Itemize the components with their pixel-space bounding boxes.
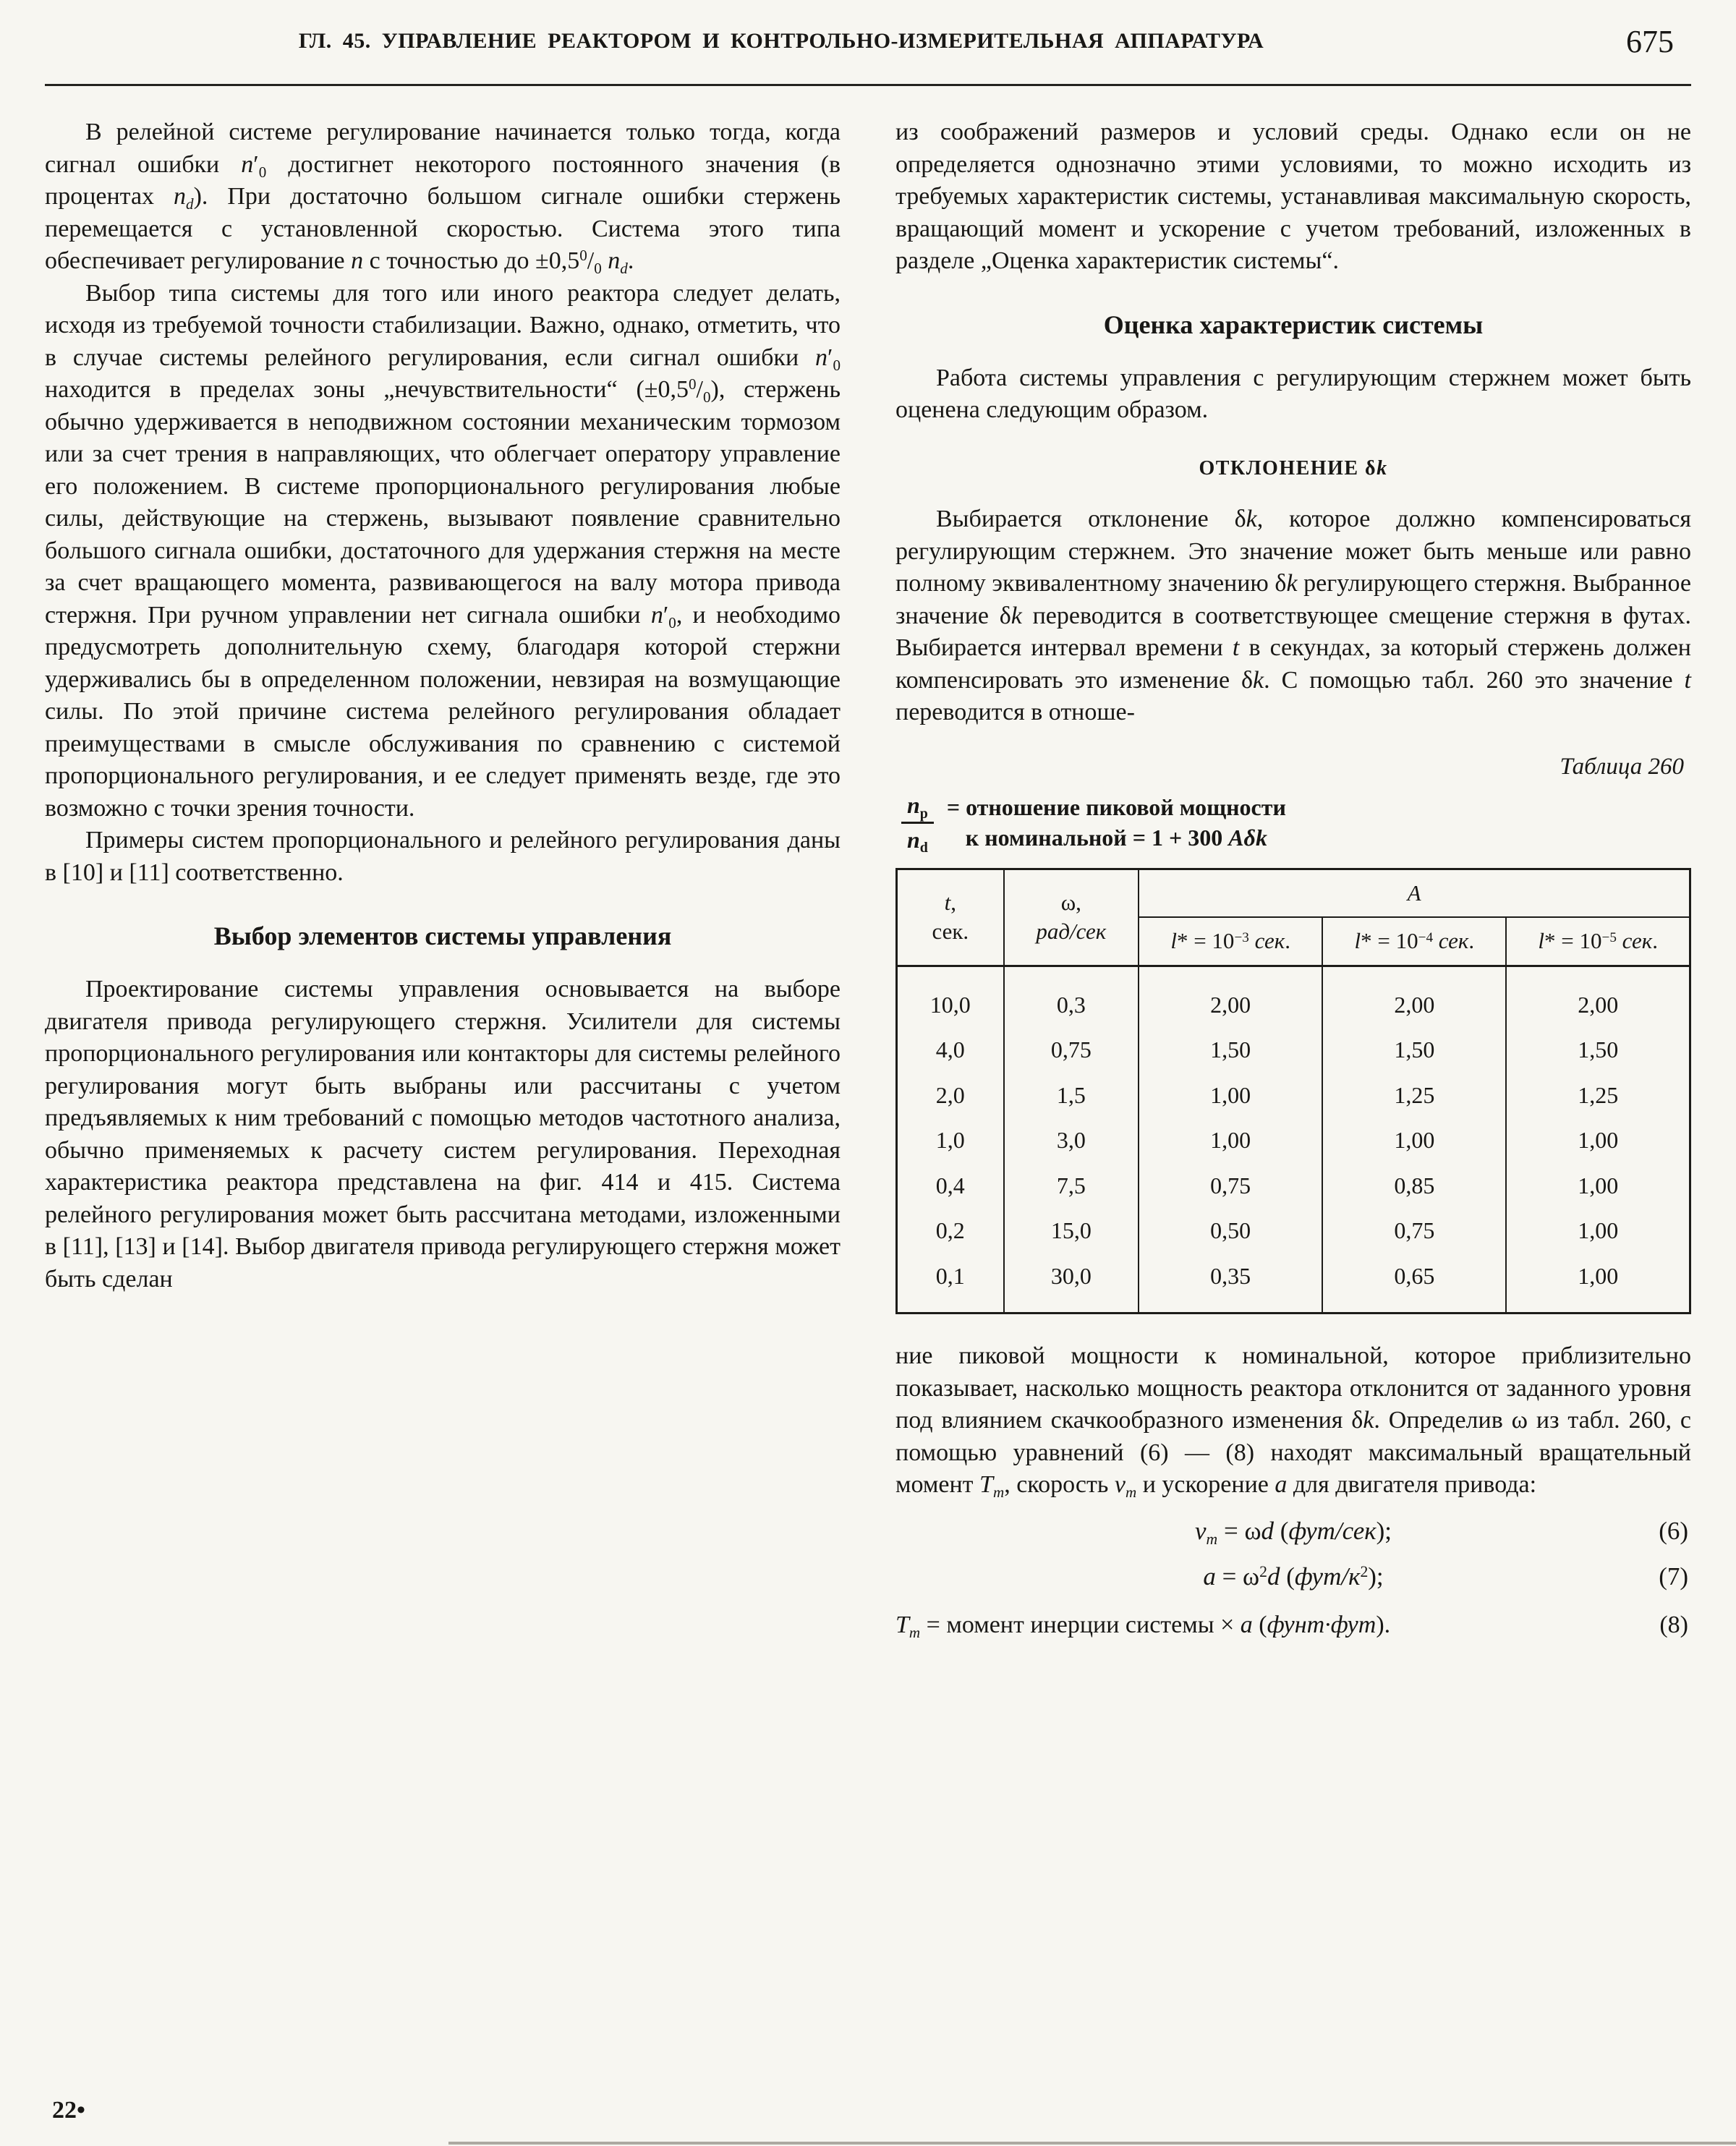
right-column	[895, 116, 1691, 1654]
table-header-cell: ω, рад/сек	[1004, 869, 1139, 966]
table-cell: 1,50	[1322, 1027, 1506, 1073]
table-caption: Таблица 260	[1560, 753, 1684, 780]
paragraph: В релейной системе регулирование начинается только тогда, когда сигнал ошибки $n'_0$ достигнет некоторого постоянного значения (в процентах $n_d$). При достаточно большом сигнале ошибки стержень перемещается с установленной скоростью. Система этого типа обеспечивает регулирование n с точностью до $\pm 0,5^0/_0$ $n_d$.	[45, 119, 841, 278]
equation-body: $v_m = \omega d$ (фут/сек);	[1195, 1516, 1392, 1548]
table-cell: 2,0	[935, 1081, 965, 1108]
formula-line: к номинальной = 1 + 300 Aδk	[965, 825, 1267, 851]
table-cell: 0,75	[1139, 1163, 1322, 1209]
equation-number: (8)	[1659, 1611, 1688, 1638]
table-cell: 2,00	[1139, 966, 1322, 1027]
table-header-cell: t, сек.	[897, 869, 1004, 966]
table-cell: 1,00	[1506, 1208, 1690, 1253]
table-cell: 0,50	[1139, 1208, 1322, 1253]
equation-number: (7)	[1659, 1562, 1688, 1591]
table-cell: 1,25	[1322, 1073, 1506, 1118]
paragraph: Примеры систем пропорционального и релейного регулирования даны в [10] и [11] соответственно.	[45, 827, 841, 886]
table-cell: 0,35	[1139, 1253, 1322, 1313]
table-title-formula	[901, 791, 1691, 856]
fraction-np-nd	[901, 791, 934, 856]
equation-8	[895, 1609, 1691, 1641]
table-cell: 0,65	[1322, 1253, 1506, 1313]
table-header-cell: A	[1139, 869, 1690, 917]
table-row	[897, 1253, 1690, 1313]
table-cell: 1,5	[1004, 1073, 1139, 1118]
table-cell: 1,50	[1139, 1027, 1322, 1073]
table-cell: 3,0	[1004, 1117, 1139, 1163]
table-cell: 1,00	[1506, 1117, 1690, 1163]
scan-edge-artifact	[448, 2142, 1736, 2145]
chapter-title: ГЛ. 45. УПРАВЛЕНИЕ РЕАКТОРОМ И КОНТРОЛЬНО-ИЗМЕРИТЕЛЬНАЯ АППАРАТУРА	[298, 29, 1264, 53]
section-heading-system-evaluation: Оценка характеристик системы	[1103, 310, 1484, 339]
table-cell: 1,00	[1139, 1117, 1322, 1163]
text-columns	[45, 116, 1691, 1654]
table-cell: 0,1	[935, 1262, 965, 1289]
left-column	[45, 116, 841, 1654]
formula-text	[947, 793, 1286, 852]
running-head	[45, 22, 1691, 75]
table-cell: 30,0	[1004, 1253, 1139, 1313]
table-cell: 0,3	[1004, 966, 1139, 1027]
table-cell: 2,00	[1506, 966, 1690, 1027]
fraction-numerator: $n_p$	[901, 791, 934, 823]
paragraph: Работа системы управления с регулирующим стержнем может быть оценена следующим образом.	[895, 364, 1691, 424]
formula-line: = отношение пиковой мощности	[946, 793, 1286, 820]
paragraph: Проектирование системы управления основывается на выборе двигателя привода регулирующего стержня. Усилители для системы пропорционального регулирования или контакторы для системы релейного регулирования могут быть выбраны или рассчитаны с учетом предъявляемых к ним требований с помощью методов частотного анализа, обычно применяемых к расчету систем регулирования. Переходная характеристика реактора представлена на фиг. 414 и 415. Система релейного регулирования может быть рассчитана методами, изложенными в [11], [13] и [14]. Выбор двигателя привода регулирующего стержня может быть сделан	[45, 976, 841, 1293]
table-cell: 15,0	[1004, 1208, 1139, 1253]
table-cell: 10,0	[929, 991, 971, 1018]
table-cell: 0,75	[1004, 1027, 1139, 1073]
equation-body: $a = \omega^2d$ $(фут/к^2)$;	[1203, 1562, 1384, 1591]
table-row	[897, 1027, 1690, 1073]
paragraph: из соображений размеров и условий среды. Однако если он не определяется однозначно этими условиями, то можно исходить из требуемых характеристик системы, устанавливая максимальную скорость, вращающий момент и ускорение с учетом требований, изложенных в разделе „Оценка характеристик системы“.	[895, 119, 1691, 274]
table-cell: 0,4	[935, 1172, 965, 1198]
page-number: 675	[1626, 24, 1674, 59]
header-divider	[45, 84, 1691, 86]
table-cell: 7,5	[1004, 1163, 1139, 1209]
table-subheader-cell: $l* = 10^{-3}$ сек.	[1139, 917, 1322, 966]
table-cell: 1,0	[935, 1127, 965, 1154]
table-cell: 0,85	[1322, 1163, 1506, 1209]
table-cell: 1,00	[1506, 1163, 1690, 1209]
equation-number: (6)	[1659, 1516, 1688, 1545]
table-row	[897, 1073, 1690, 1118]
table-row	[897, 1163, 1690, 1209]
table-cell: 1,00	[1506, 1253, 1690, 1313]
equation-7	[895, 1560, 1691, 1593]
table-260	[895, 868, 1691, 1314]
signature-mark: 22•	[52, 2097, 85, 2124]
table-row	[897, 966, 1690, 1027]
table-row	[897, 1208, 1690, 1253]
paragraph: Выбирается отклонение δk, которое должно компенсироваться регулирующим стержнем. Это значение может быть меньше или равно полному эквивалентному значению δk регулирующего стержня. Выбранное значение δk переводится в соответствующее смещение стержня в футах. Выбирается интервал времени t в секундах, за который стержень должен компенсировать это изменение δk. С помощью табл. 260 это значение t переводится в отноше-	[895, 506, 1691, 726]
paragraph: Выбор типа системы для того или иного реактора следует делать, исходя из требуемой точности стабилизации. Важно, однако, отметить, что в случае системы релейного регулирования, если сигнал ошибки $n'_0$ находится в пределах зоны „нечувствительности“ $(\pm 0,5^0/_0)$, стержень обычно удерживается в неподвижном состоянии механическим тормозом или за счет трения в направляющих, что облегчает оператору управление его положением. В системе пропорционального регулирования любые силы, действующие на стержень, вызывают появление сравнительно большого сигнала ошибки, достаточного для удержания стержня на месте за счет вращающего момента, развивающегося на валу мотора привода стержня. При ручном управлении нет сигнала ошибки $n'_0$, и необходимо предусмотреть дополнительную схему, благодаря которой стержни удерживались бы в определенном положении, невзирая на возмущающие силы. По этой причине система релейного регулирования обладает преимуществами в смысле обслуживания по сравнению с системой пропорционального регулирования, и ее следует применять везде, где это возможно с точки зрения точности.	[45, 279, 841, 822]
table-subheader-cell: $l* = 10^{-4}$ сек.	[1322, 917, 1506, 966]
equation-6	[895, 1515, 1691, 1548]
table-cell: 1,00	[1139, 1073, 1322, 1118]
table-cell: 1,50	[1506, 1027, 1690, 1073]
table-cell: 0,2	[935, 1217, 965, 1244]
fraction-denominator: $n_d$	[907, 826, 928, 856]
table-cell: 2,00	[1322, 966, 1506, 1027]
table-subheader-cell: $l* = 10^{-5}$ сек.	[1506, 917, 1690, 966]
subsection-heading-deviation: ОТКЛОНЕНИЕ δk	[1199, 456, 1388, 480]
paragraph: ние пиковой мощности к номинальной, которое приблизительно показывает, насколько мощность реактора отклонится от заданного уровня под влиянием скачкообразного изменения δk. Определив ω из табл. 260, с помощью уравнений (6) — (8) находят максимальный вращательный момент $T_m$, скорость $v_m$ и ускорение a для двигателя привода:	[895, 1342, 1691, 1502]
section-heading-control-elements: Выбор элементов системы управления	[213, 921, 672, 950]
table-cell: 0,75	[1322, 1208, 1506, 1253]
equation-body: $T_m$ = момент инерции системы × a (фунт·фут).	[895, 1611, 1391, 1641]
table-cell: 1,00	[1322, 1117, 1506, 1163]
table-row	[897, 1117, 1690, 1163]
table-cell: 1,25	[1506, 1073, 1690, 1118]
table-cell: 4,0	[935, 1036, 965, 1063]
